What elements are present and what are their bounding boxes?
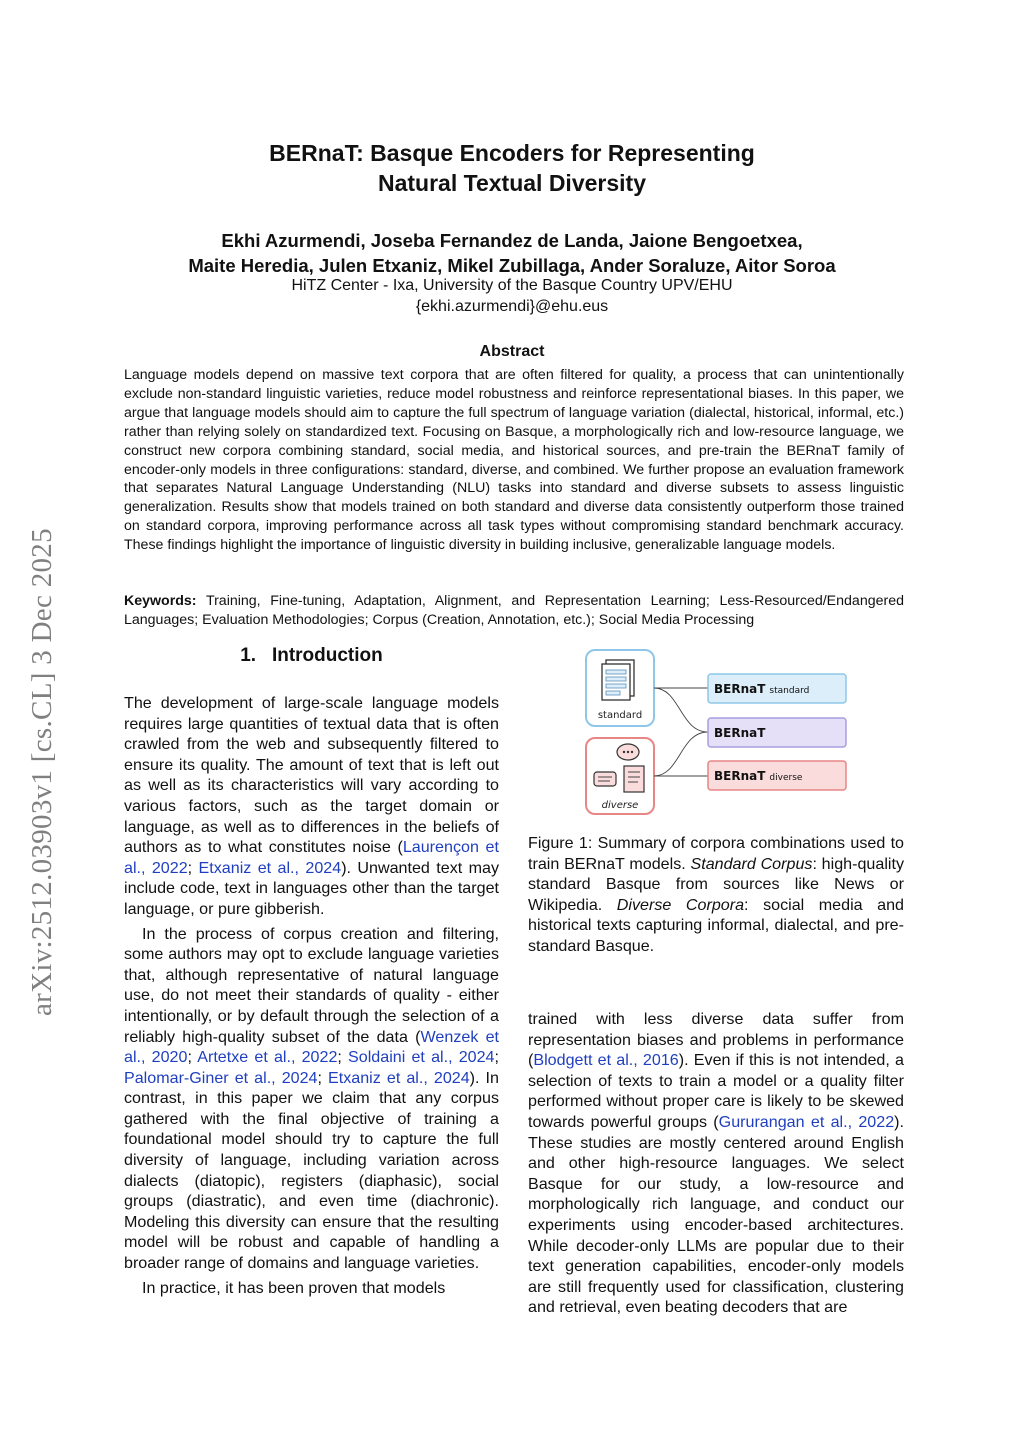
section-title: Introduction bbox=[271, 645, 383, 666]
authors-line-2: Maite Heredia, Julen Etxaniz, Mikel Zubillaga, Ander Soraluze, Aitor Soroa bbox=[188, 255, 836, 276]
diverse-corpus-label: diverse bbox=[601, 800, 639, 811]
affiliation: HiTZ Center - Ixa, University of the Basque Country UPV/EHU bbox=[291, 277, 733, 294]
document-icon bbox=[602, 660, 634, 700]
paragraph-text: ). Unwanted text may include code, text in languages other than the target language, or pure gibberish. bbox=[124, 858, 499, 918]
keywords-text: Training, Fine-tuning, Adaptation, Alignment, and Representation Learning; Less-Resourced/Endangered Languages; Evaluation Methodologies; Corpus (Creation, Annotation, etc.); Social Media Processing bbox=[124, 593, 904, 628]
intro-paragraph-2 bbox=[124, 924, 499, 1274]
citation-separator: ; bbox=[494, 1048, 499, 1067]
citation-link[interactable]: Blodgett et al., 2016 bbox=[533, 1051, 679, 1070]
affiliation-block bbox=[0, 275, 1024, 317]
model-name: BERnaT bbox=[714, 682, 766, 696]
caption-text: : high-quality standard Basque from sources like News or Wikipedia. bbox=[528, 854, 904, 914]
citation-separator: ; bbox=[337, 1048, 349, 1067]
caption-text: : social media and historical texts capturing informal, dialectal, and pre-standard Basque. bbox=[528, 895, 904, 955]
author-list bbox=[0, 228, 1024, 278]
section-number: 1. bbox=[240, 645, 257, 666]
paragraph-text: In the process of corpus creation and filtering, some authors may opt to exclude language varieties that, although representative of natural language use, do not meet their standards of quality - either intentionally, or by default through the selection of a reliably high-quality subset of the data ( bbox=[124, 924, 499, 1046]
model-variant: diverse bbox=[769, 773, 803, 783]
connector-lines bbox=[654, 688, 708, 776]
intro-paragraph-3: In practice, it has been proven that models bbox=[142, 1278, 446, 1297]
keywords-label: Keywords: bbox=[124, 593, 197, 609]
citation-link[interactable]: Laurençon et al., 2022 bbox=[124, 838, 499, 877]
paragraph-text: ). These studies are mostly centered around English and other high-resource languages. We select Basque for our study, a low-resource and morphologically rich language, and conduct our experiments using encoder-based architectures. While decoder-only LLMs are popular due to their text generation capabilities, encoder-only models are still frequently used for classification, clustering and retrieval, even beating decoders that are bbox=[528, 1112, 905, 1317]
caption-term: Standard Corpus bbox=[690, 854, 813, 873]
bernat-combined-label: BERnaT bbox=[714, 726, 766, 740]
paragraph-text: ). In contrast, in this paper we claim that any corpus gathered with the final objective of training a foundational model should try to capture the full diversity of language, including variation across dialects (diatopic), registers (diaphasic), social groups (diastratic), and even time (diachronic). Modeling this diversity can ensure that the resulting model will be robust and capable of handling a broader range of domains and language varieties. bbox=[124, 1068, 499, 1273]
citation-link[interactable]: Palomar-Giner et al., 2024 bbox=[124, 1068, 318, 1087]
figure-1-diagram bbox=[580, 648, 855, 818]
intro-right-column bbox=[528, 1009, 904, 1318]
email: {ekhi.azurmendi}@ehu.eus bbox=[415, 298, 609, 315]
title-line-1: BERnaT: Basque Encoders for Representing bbox=[269, 140, 755, 166]
authors-line-1: Ekhi Azurmendi, Joseba Fernandez de Landa, Jaione Bengoetxea, bbox=[221, 230, 803, 251]
keywords bbox=[124, 592, 904, 630]
standard-corpus-label: standard bbox=[597, 710, 643, 721]
figure-1-caption bbox=[528, 833, 904, 957]
paragraph-text: ). Even if this is not intended, a selection of texts to train a model or a quality filter performed without proper care is likely to be skewed towards powerful groups ( bbox=[528, 1051, 904, 1131]
citation-link[interactable]: Wenzek et al., 2020 bbox=[124, 1027, 500, 1067]
paper-title bbox=[0, 138, 1024, 198]
citation-link[interactable]: Artetxe et al., 2022 bbox=[197, 1048, 338, 1067]
paragraph-text: trained with less diverse data suffer from representation biases and problems in performance ( bbox=[528, 1010, 904, 1070]
paragraph-text: The development of large-scale language models requires large quantities of textual data that is often crawled from the web and subsequently filtered to ensure its quality. The amount of text that is left out as well as its characteristics will vary according to various factors, such as the target domain or language, as well as to differences in the beliefs of authors as to what constitutes noise ( bbox=[124, 694, 499, 857]
intro-left-column bbox=[124, 693, 499, 1302]
citation-link[interactable]: Soldaini et al., 2024 bbox=[348, 1048, 495, 1067]
abstract-text: Language models depend on massive text corpora that are often filtered for quality, a process that can unintentionally exclude non-standard linguistic varieties, reduce model robustness and reinforce representational biases. In this paper, we argue that language models should aim to capture the full spectrum of language variation (dialectal, historical, informal, etc.) rather than relying solely on standardized text. Focusing on Basque, a morphologically rich and low-resource language, we construct new corpora combining standard, social media, and historical sources, and pre-train the BERnaT family of encoder-only models in three configurations: standard, diverse, and combined. We further propose an evaluation framework that separates Natural Language Understanding (NLU) tasks into standard and diverse subsets to assess linguistic generalization. Results show that models trained on both standard and diverse data consistently outperform those trained on standard corpora, improving performance across all task types without compromising standard benchmark accuracy. These findings highlight the importance of linguistic diversity in building inclusive, generalizable language models. bbox=[124, 367, 904, 554]
section-heading bbox=[124, 645, 499, 667]
intro-paragraph-1 bbox=[124, 693, 499, 920]
citation-separator: ; bbox=[317, 1068, 329, 1087]
abstract-heading: Abstract bbox=[479, 343, 545, 360]
caption-text: Figure 1: Summary of corpora combinations used to train BERnaT models. bbox=[528, 834, 904, 873]
citation-link[interactable]: Etxaniz et al., 2024 bbox=[198, 858, 342, 877]
title-line-2: Natural Textual Diversity bbox=[377, 170, 646, 196]
citation-link[interactable]: Etxaniz et al., 2024 bbox=[328, 1068, 470, 1087]
arxiv-identifier: arXiv:2512.03903v1 [cs.CL] 3 Dec 2025 bbox=[26, 528, 58, 1016]
citation-link[interactable]: Gururangan et al., 2022 bbox=[718, 1112, 895, 1131]
citation-separator: ; bbox=[187, 1048, 198, 1067]
intro-paragraph-continued bbox=[528, 1009, 904, 1318]
citation-separator: ; bbox=[187, 858, 199, 877]
model-variant: standard bbox=[769, 686, 810, 696]
model-name: BERnaT bbox=[714, 769, 766, 783]
caption-term: Diverse Corpora bbox=[616, 895, 745, 914]
